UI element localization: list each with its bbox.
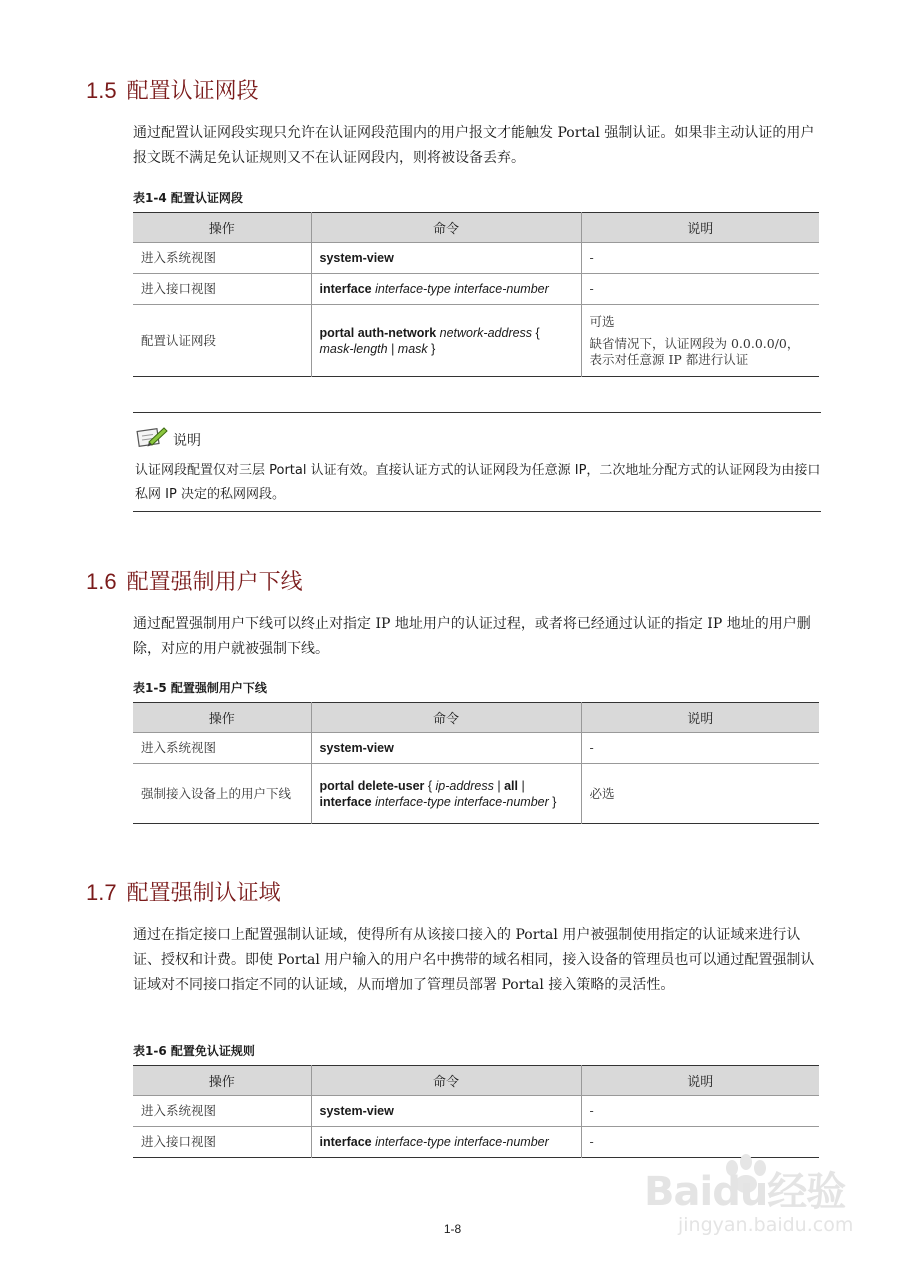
command-argument: interface-type interface-number bbox=[375, 282, 549, 296]
section-number: 1.5 bbox=[86, 78, 117, 103]
command-keyword: portal auth-network bbox=[319, 325, 440, 340]
table-1-4 bbox=[133, 212, 819, 377]
description-text: - bbox=[589, 250, 594, 265]
command-text: } bbox=[427, 341, 436, 356]
command-text: { bbox=[532, 325, 540, 340]
command-keyword: all bbox=[504, 778, 518, 793]
section-number: 1.6 bbox=[86, 569, 117, 594]
section-paragraph: 通过在指定接口上配置强制认证域，使得所有从该接口接入的 Portal 用户被强制使用指定的认证域来进行认证、授权和计费。即使 Portal 用户输入的用户名中携带的域名相同，接入设备的管理员也可以通过配置强制认证域对不同接口指定不同的认证域，从而增加了管理员部署 Portal 接入策略的灵活性。 bbox=[133, 927, 815, 993]
column-header-description: 说明 bbox=[581, 1066, 819, 1096]
column-header-operation: 操作 bbox=[133, 213, 311, 243]
table-row bbox=[133, 243, 819, 274]
command-keyword: system-view bbox=[319, 741, 394, 755]
section-paragraph: 通过配置强制用户下线可以终止对指定 IP 地址用户的认证过程，或者将已经通过认证的指定 IP 地址的用户删除，对应的用户就被强制下线。 bbox=[133, 616, 811, 657]
description-text: 必选 bbox=[589, 785, 615, 801]
operation-cell: 进入系统视图 bbox=[133, 1096, 311, 1127]
section-title-1-7 bbox=[86, 876, 281, 907]
column-header-command: 命令 bbox=[311, 213, 581, 243]
table-caption: 表1-4 配置认证网段 bbox=[133, 191, 243, 205]
command-cell bbox=[311, 305, 581, 377]
column-header-command: 命令 bbox=[311, 1066, 581, 1096]
section-number: 1.7 bbox=[86, 880, 117, 905]
table-1-5 bbox=[133, 702, 819, 824]
command-argument: network-address bbox=[439, 325, 533, 340]
command-argument: mask bbox=[397, 341, 428, 356]
operation-cell: 进入接口视图 bbox=[133, 1127, 311, 1158]
description-text: - bbox=[589, 740, 594, 755]
description-cell bbox=[581, 274, 819, 305]
command-argument: interface-type interface-number bbox=[375, 1135, 549, 1149]
command-cell bbox=[311, 274, 581, 305]
column-header-description: 说明 bbox=[581, 213, 819, 243]
note-heading: 说明 bbox=[173, 432, 201, 449]
command-keyword: portal delete-user bbox=[319, 778, 425, 793]
description-text: 可选 bbox=[589, 313, 615, 329]
description-cell bbox=[581, 243, 819, 274]
command-argument: ip-address bbox=[435, 778, 494, 793]
column-header-operation: 操作 bbox=[133, 1066, 311, 1096]
section-title-1-5 bbox=[86, 74, 259, 105]
table-row bbox=[133, 305, 819, 377]
command-cell bbox=[311, 243, 581, 274]
command-keyword: system-view bbox=[319, 1104, 394, 1118]
command-keyword: interface bbox=[319, 282, 376, 296]
command-cell bbox=[311, 733, 581, 764]
table-1-6 bbox=[133, 1065, 819, 1158]
description-cell bbox=[581, 764, 819, 824]
description-cell bbox=[581, 733, 819, 764]
section-title-1-6 bbox=[86, 565, 303, 596]
operation-cell: 配置认证网段 bbox=[133, 305, 311, 377]
command-text: } bbox=[548, 794, 557, 809]
operation-cell: 强制接入设备上的用户下线 bbox=[133, 764, 311, 824]
command-text: | bbox=[518, 778, 525, 793]
command-text: | bbox=[387, 341, 398, 356]
operation-cell: 进入接口视图 bbox=[133, 274, 311, 305]
watermark-url: jingyan.baidu.com bbox=[678, 1214, 854, 1236]
page-number: 1-8 bbox=[443, 1222, 462, 1236]
table-caption: 表1-6 配置免认证规则 bbox=[133, 1044, 255, 1058]
section-title-text: 配置认证网段 bbox=[126, 78, 259, 103]
description-text: - bbox=[589, 1103, 594, 1118]
description-text: - bbox=[589, 281, 594, 296]
note-pencil-icon bbox=[135, 425, 169, 454]
description-cell bbox=[581, 1096, 819, 1127]
section-paragraph: 通过配置认证网段实现只允许在认证网段范围内的用户报文才能触发 Portal 强制认证。如果非主动认证的用户报文既不满足免认证规则又不在认证网段内，则将被设备丢弃。 bbox=[133, 125, 815, 166]
column-header-operation: 操作 bbox=[133, 703, 311, 733]
note-text: 认证网段配置仅对三层 Portal 认证有效。直接认证方式的认证网段为任意源 IP，二次地址分配方式的认证网段为由接口私网 IP 决定的私网网段。 bbox=[135, 463, 821, 502]
command-cell bbox=[311, 1127, 581, 1158]
section-title-text: 配置强制用户下线 bbox=[126, 569, 303, 594]
note-box bbox=[133, 412, 821, 512]
command-argument: interface-type interface-number bbox=[375, 794, 549, 809]
description-text: 缺省情况下，认证网段为 0.0.0.0/0，表示对任意源 IP 都进行认证 bbox=[589, 335, 800, 367]
note-header bbox=[135, 425, 201, 454]
operation-cell: 进入系统视图 bbox=[133, 243, 311, 274]
command-cell bbox=[311, 1096, 581, 1127]
watermark-brand: Baidu经验 bbox=[644, 1169, 846, 1215]
column-header-description: 说明 bbox=[581, 703, 819, 733]
operation-cell: 进入系统视图 bbox=[133, 733, 311, 764]
column-header-command: 命令 bbox=[311, 703, 581, 733]
command-cell bbox=[311, 764, 581, 824]
command-text: { bbox=[424, 778, 436, 793]
table-row bbox=[133, 733, 819, 764]
section-title-text: 配置强制认证域 bbox=[126, 880, 281, 905]
table-caption: 表1-5 配置强制用户下线 bbox=[133, 681, 267, 695]
command-keyword: interface bbox=[319, 794, 376, 809]
command-text: | bbox=[493, 778, 505, 793]
command-keyword: system-view bbox=[319, 251, 394, 265]
table-row bbox=[133, 764, 819, 824]
command-keyword: interface bbox=[319, 1135, 376, 1149]
table-row bbox=[133, 274, 819, 305]
table-row bbox=[133, 1096, 819, 1127]
description-text: - bbox=[589, 1134, 594, 1149]
command-argument: mask-length bbox=[319, 341, 388, 356]
description-cell bbox=[581, 305, 819, 377]
